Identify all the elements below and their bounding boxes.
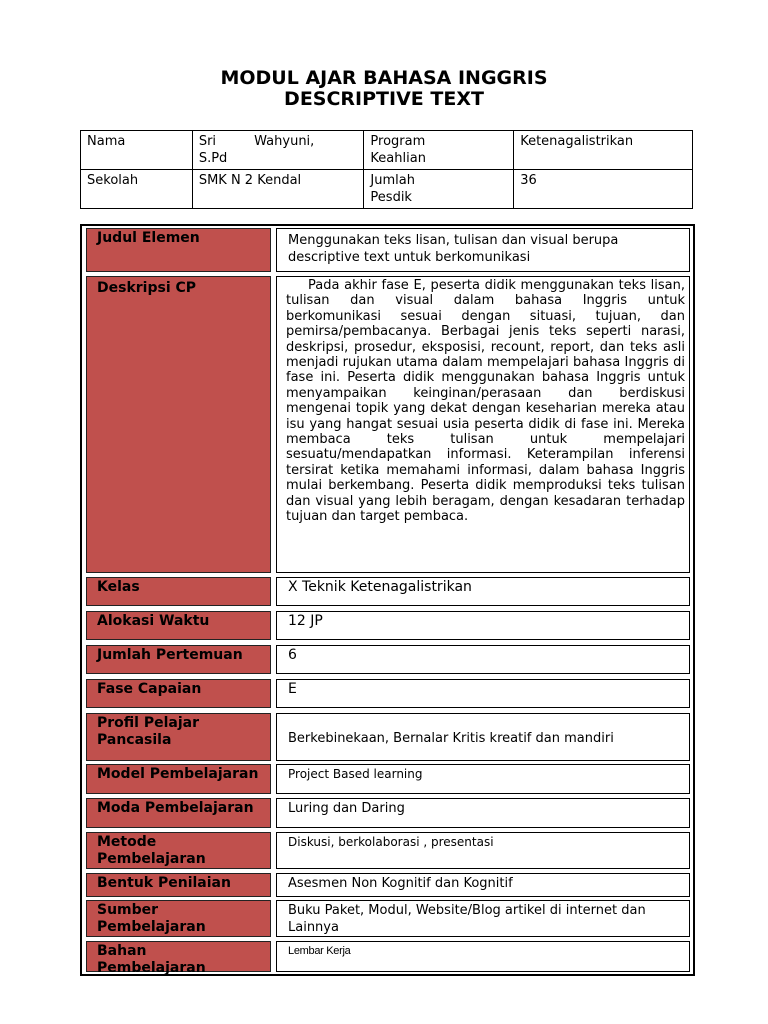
- model-pembelajaran-label: Model Pembelajaran: [86, 764, 271, 794]
- nama-value: Sri Wahyuni, S.Pd: [192, 131, 364, 170]
- alokasi-waktu-value: 12 JP: [276, 611, 690, 640]
- jumlah-label: Jumlah Pesdik: [364, 170, 514, 209]
- judul-elemen-label: Judul Elemen: [86, 228, 271, 272]
- jumlah-pertemuan-label: Jumlah Pertemuan: [86, 645, 271, 674]
- bahan-pembelajaran-label: Bahan Pembelajaran: [86, 941, 271, 972]
- sumber-pembelajaran-label: Sumber Pembelajaran: [86, 900, 271, 937]
- nama-label: Nama: [81, 131, 193, 170]
- jumlah-pertemuan-value: 6: [276, 645, 690, 674]
- sekolah-value: SMK N 2 Kendal: [192, 170, 364, 209]
- profil-pelajar-label: Profil Pelajar Pancasila: [86, 713, 271, 761]
- fase-capaian-label: Fase Capaian: [86, 679, 271, 708]
- doc-subtitle: DESCRIPTIVE TEXT: [284, 88, 484, 110]
- metode-pembelajaran-label: Metode Pembelajaran: [86, 832, 271, 869]
- program-label: Program Keahlian: [364, 131, 514, 170]
- profil-pelajar-value: Berkebinekaan, Bernalar Kritis kreatif dan mandiri: [276, 713, 690, 761]
- program-value: Ketenagalistrikan: [514, 131, 693, 170]
- deskripsi-cp-value: Pada akhir fase E, peserta didik menggunakan teks lisan, tulisan dan visual dalam bahasa Inggris untuk berkomunikasi sesuai dengan situasi, tujuan, dan pemirsa/pembacanya. Berbagai jenis teks seperti narasi, deskripsi, prosedur, eksposisi, recount, report, dan teks asli menjadi rujukan utama dalam mempelajari bahasa Inggris di fase ini. Peserta didik menggunakan bahasa Inggris untuk menyampaikan keinginan/perasaan dan berdiskusi mengenai topik yang dekat dengan keseharian mereka atau isu yang hangat sesuai usia peserta didik di fase ini. Mereka membaca teks tulisan untuk mempelajari sesuatu/mendapatkan informasi. Keterampilan inferensi tersirat ketika memahami informasi, dalam bahasa Inggris mulai berkembang. Peserta didik memproduksi teks tulisan dan visual yang lebih beragam, dengan kesadaran terhadap tujuan dan target pembaca.: [276, 276, 690, 573]
- kelas-value: X Teknik Ketenagalistrikan: [276, 577, 690, 606]
- bentuk-penilaian-label: Bentuk Penilaian: [86, 873, 271, 897]
- judul-elemen-value: Menggunakan teks lisan, tulisan dan visual berupa descriptive text untuk berkomunikasi: [276, 228, 690, 272]
- moda-pembelajaran-label: Moda Pembelajaran: [86, 798, 271, 828]
- deskripsi-cp-label: Deskripsi CP: [86, 276, 271, 573]
- moda-pembelajaran-value: Luring dan Daring: [276, 798, 690, 828]
- jumlah-value: 36: [514, 170, 693, 209]
- metode-pembelajaran-value: Diskusi, berkolaborasi , presentasi: [276, 832, 690, 869]
- model-pembelajaran-value: Project Based learning: [276, 764, 690, 794]
- alokasi-waktu-label: Alokasi Waktu: [86, 611, 271, 640]
- kelas-label: Kelas: [86, 577, 271, 606]
- identity-table: [80, 130, 693, 209]
- doc-title: MODUL AJAR BAHASA INGGRIS: [220, 67, 548, 89]
- bentuk-penilaian-value: Asesmen Non Kognitif dan Kognitif: [276, 873, 690, 897]
- sumber-pembelajaran-value: Buku Paket, Modul, Website/Blog artikel di internet dan Lainnya: [276, 900, 690, 937]
- bahan-pembelajaran-value: Lembar Kerja: [276, 941, 690, 972]
- fase-capaian-value: E: [276, 679, 690, 708]
- sekolah-label: Sekolah: [81, 170, 193, 209]
